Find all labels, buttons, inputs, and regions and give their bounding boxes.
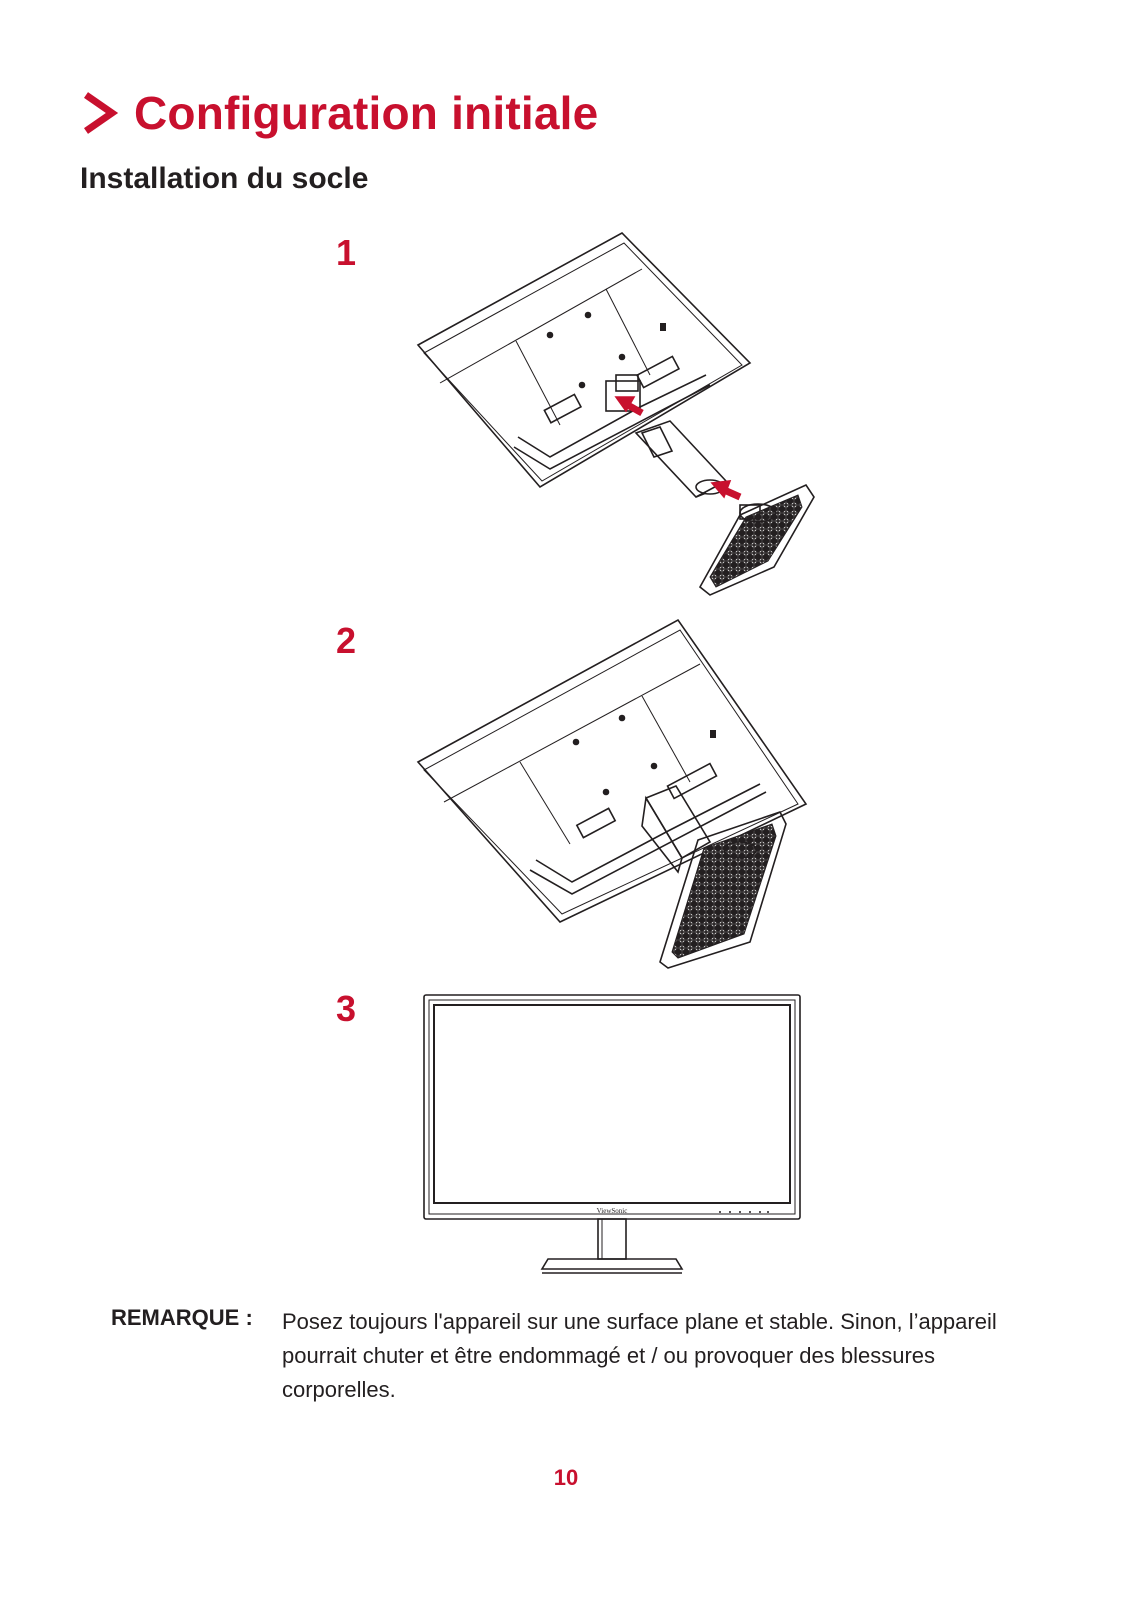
step-2-number: 2 xyxy=(336,620,357,661)
step-2-illustration xyxy=(410,612,830,972)
step-1-illustration xyxy=(410,225,830,605)
step-3-illustration xyxy=(422,993,804,1279)
page-title: Configuration initiale xyxy=(134,87,599,139)
page-number: 10 xyxy=(553,1465,579,1490)
page-header xyxy=(80,78,598,148)
note-text: Posez toujours l'appareil sur une surface plane et stable. Sinon, l’appareil pourrait chuter et être endommagé et / ou provoquer des blessures corporelles. xyxy=(282,1309,997,1402)
section-title: Installation du socle xyxy=(80,162,369,195)
step-1-number: 1 xyxy=(336,232,357,273)
monitor-brand-logo: ViewSonic xyxy=(596,1207,628,1215)
step-3-number: 3 xyxy=(336,988,357,1029)
note-label: REMARQUE : xyxy=(111,1305,253,1330)
chevron-right-icon xyxy=(80,91,120,135)
